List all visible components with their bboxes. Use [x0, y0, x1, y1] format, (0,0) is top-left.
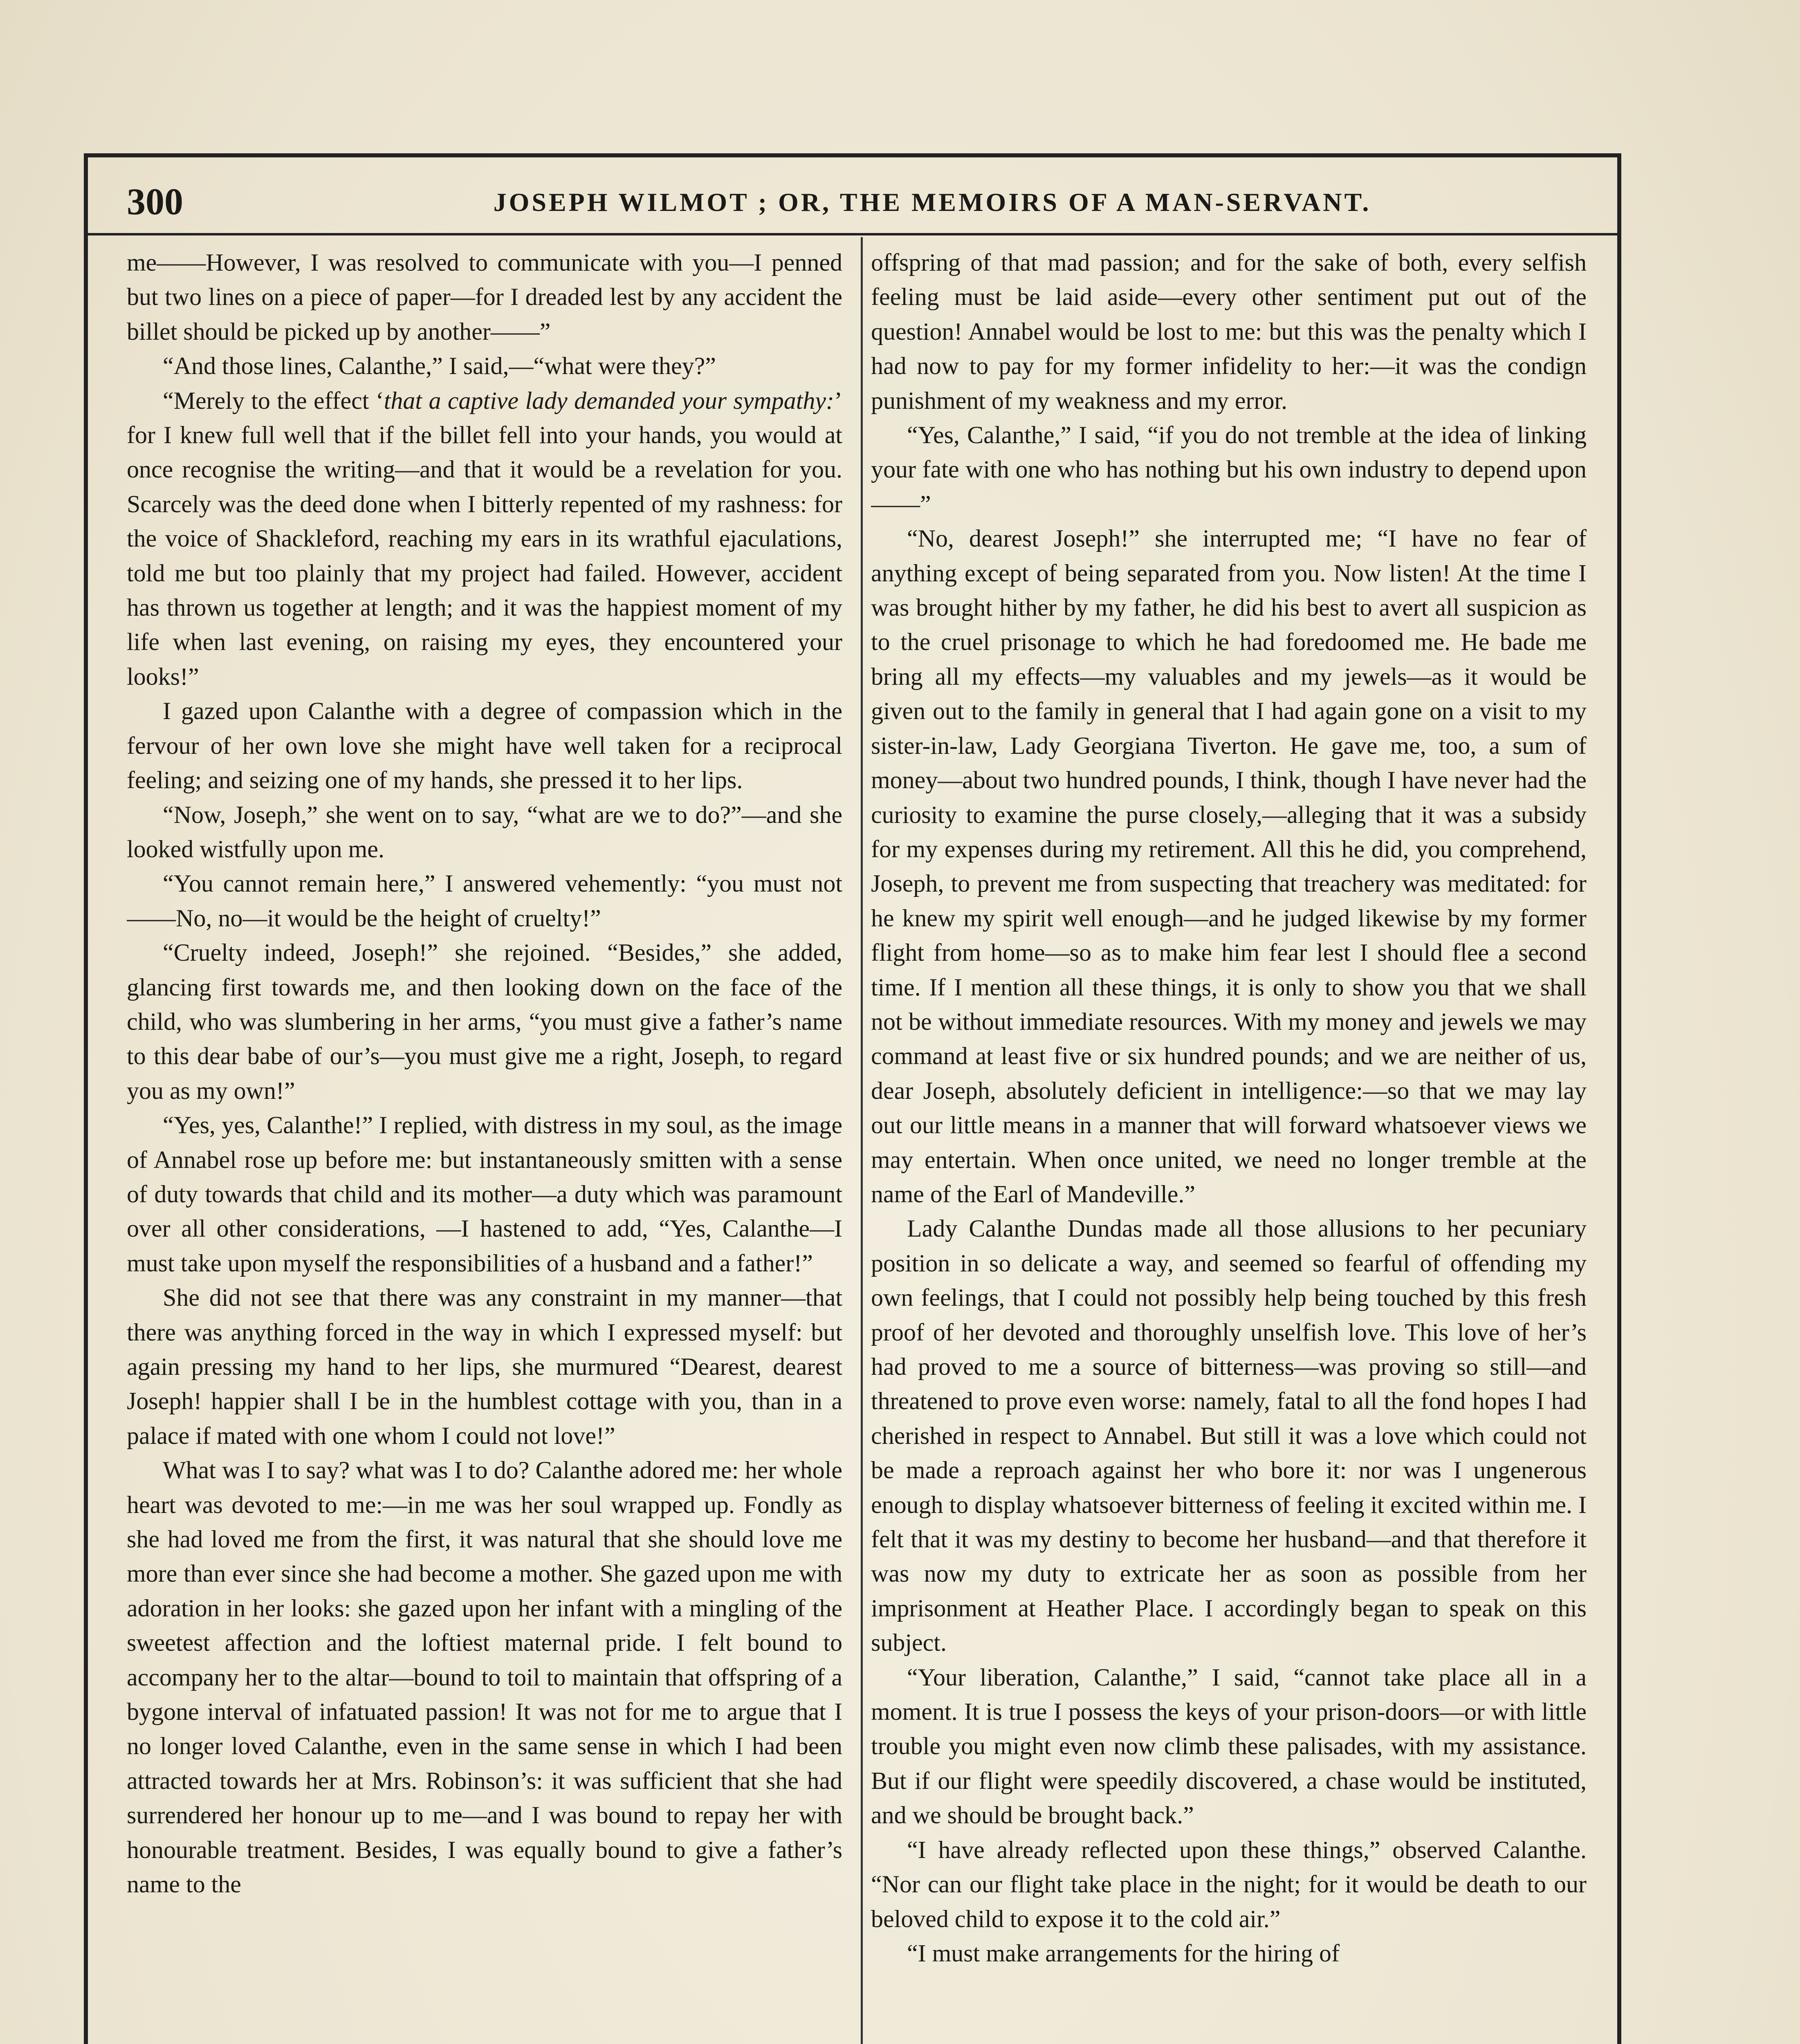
paragraph: What was I to say? what was I to do? Calanthe adored me: her whole heart was devoted to me:—in me was her soul wrapped up. Fondly as she had loved me from the first, it was natural that she should love me more than ever since she had become a mother. She gazed upon me with adoration in her looks: she gazed upon her infant with a mingling of the sweetest affection and the loftiest maternal pride. I felt bound to accompany her to the altar—bound to toil to maintain that offspring of a bygone interval of infatuated passion! It was not for me to argue that I no longer loved Calanthe, even in the same sense in which I had been attracted towards her at Mrs. Robinson’s: it was sufficient that she had surrendered her honour up to me—and I was bound to repay her with honourable treatment. Besides, I was equally bound to give a father’s name to the	[127, 1457, 842, 1898]
paragraph: “Yes, Calanthe,” I said, “if you do not tremble at the idea of linking your fate with one who has nothing but his own industry to depend upon——”	[871, 421, 1587, 518]
running-head	[127, 180, 1591, 225]
paragraph: “I have already reflected upon these things,” observed Calanthe. “Nor can our flight take place in the night; for it would be death to our beloved child to expose it to the cold air.”	[871, 1836, 1587, 1932]
italic-quote: that a captive lady demanded your sympathy:	[384, 387, 835, 414]
paragraph: Lady Calanthe Dundas made all those allusions to her pecuniary position in so delicate a way, and seemed so fearful of offending my own feelings, that I could not possibly help being touched by this fresh proof of her devoted and thoroughly unselfish love. This love of her’s had proved to me a source of bitterness—was proving so still—and threatened to prove even worse: namely, fatal to all the fond hopes I had cherished in respect to Annabel. But still it was a love which could not be made a reproach against her who bore it: nor was I ungenerous enough to display whatsoever bitterness of feeling it excited within me. I felt that it was my destiny to become her husband—and that therefore it was now my duty to extricate her as soon as possible from her imprisonment at Heather Place. I accordingly began to speak on this subject.	[871, 1215, 1587, 1656]
left-column	[127, 245, 842, 2044]
paragraph: “Your liberation, Calanthe,” I said, “cannot take place all in a moment. It is true I possess the keys of your prison-doors—or with little trouble you might even now climb these palisades, with my assistance. But if our flight were speedily discovered, a chase would be instituted, and we should be brought back.”	[871, 1663, 1587, 1829]
paragraph: “Yes, yes, Calanthe!” I replied, with distress in my soul, as the image of Annabel rose up before me: but instantaneously smitten with a sense of duty towards that child and its mother—a duty which was paramount over all other considerations, —I hastened to add, “Yes, Calanthe—I must take upon myself the responsibilities of a husband and a father!”	[127, 1112, 842, 1277]
paragraph: “I must make arrangements for the hiring of	[907, 1939, 1340, 1967]
column-divider	[861, 237, 863, 2044]
paragraph: “Merely to the effect ‘that a captive lady demanded your sympathy:’ for I knew full well that if the billet fell into your hands, you would at once recognise the writing—and that it would be a revelation for you. Scarcely was the deed done when I bitterly repented of my rashness: for the voice of Shackleford, reaching my ears in its wrathful ejaculations, told me but too plainly that my project had failed. However, accident has thrown us together at length; and it was the happiest moment of my life when last evening, on raising my eyes, they encountered your looks!”	[127, 387, 842, 690]
paragraph: She did not see that there was any constraint in my manner—that there was anything forced in the way in which I expressed myself: but again pressing my hand to her lips, she murmured “Dearest, dearest Joseph! happier shall I be in the humblest cottage with you, than in a palace if mated with one whom I could not love!”	[127, 1284, 842, 1449]
paragraph: I gazed upon Calanthe with a degree of compassion which in the fervour of her own love she might have well taken for a reciprocal feeling; and seizing one of my hands, she pressed it to her lips.	[127, 697, 842, 794]
paragraph: “Cruelty indeed, Joseph!” she rejoined. “Besides,” she added, glancing first towards me, and then looking down on the face of the child, who was slumbering in her arms, “you must give a father’s name to this dear babe of our’s—you must give me a right, Joseph, to regard you as my own!”	[127, 939, 842, 1104]
paragraph: “Now, Joseph,” she went on to say, “what are we to do?”—and she looked wistfully upon me.	[127, 801, 842, 863]
paragraph: “And those lines, Calanthe,” I said,—“what were they?”	[163, 352, 716, 380]
right-column	[871, 245, 1587, 2044]
paragraph: “No, dearest Joseph!” she interrupted me; “I have no fear of anything except of being separated from you. Now listen! At the time I was brought hither by my father, he did his best to avert all suspicion as to the cruel prisonage to which he had foredoomed me. He bade me bring all my effects—my valuables and my jewels—as it would be given out to the family in general that I had again gone on a visit to my sister-in-law, Lady Georgiana Tiverton. He gave me, too, a sum of money—about two hundred pounds, I think, though I have never had the curiosity to examine the purse closely,—alleging that it was a subsidy for my expenses during my retirement. All this he did, you comprehend, Joseph, to prevent me from suspecting that treachery was meditated: for he knew my spirit well enough—and he judged likewise by my former flight from home—so as to make him fear lest I should flee a second time. If I mention all these things, it is only to show you that we shall not be without immediate resources. With my money and jewels we may command at least five or six hundred pounds; and we are neither of us, dear Joseph, absolutely deficient in intelligence:—so that we may lay out our little means in a manner that will forward whatsoever views we may entertain. When once united, we need no longer tremble at the name of the Earl of Mandeville.”	[871, 525, 1587, 1208]
paragraph: “You cannot remain here,” I answered vehemently: “you must not——No, no—it would be the height of cruelty!”	[127, 870, 842, 932]
header-rule	[88, 233, 1617, 235]
page-number: 300	[127, 181, 183, 222]
running-title: JOSEPH WILMOT ; OR, THE MEMOIRS OF A MAN-SERVANT.	[493, 188, 1371, 217]
paragraph: offspring of that mad passion; and for the sake of both, every selfish feeling must be laid aside—every other sentiment put out of the question! Annabel would be lost to me: but this was the penalty which I had now to pay for my former infidelity to her:—it was the condign punishment of my weakness and my error.	[871, 249, 1587, 414]
paragraph: me——However, I was resolved to communicate with you—I penned but two lines on a piece of paper—for I dreaded lest by any accident the billet should be picked up by another——”	[127, 249, 842, 345]
